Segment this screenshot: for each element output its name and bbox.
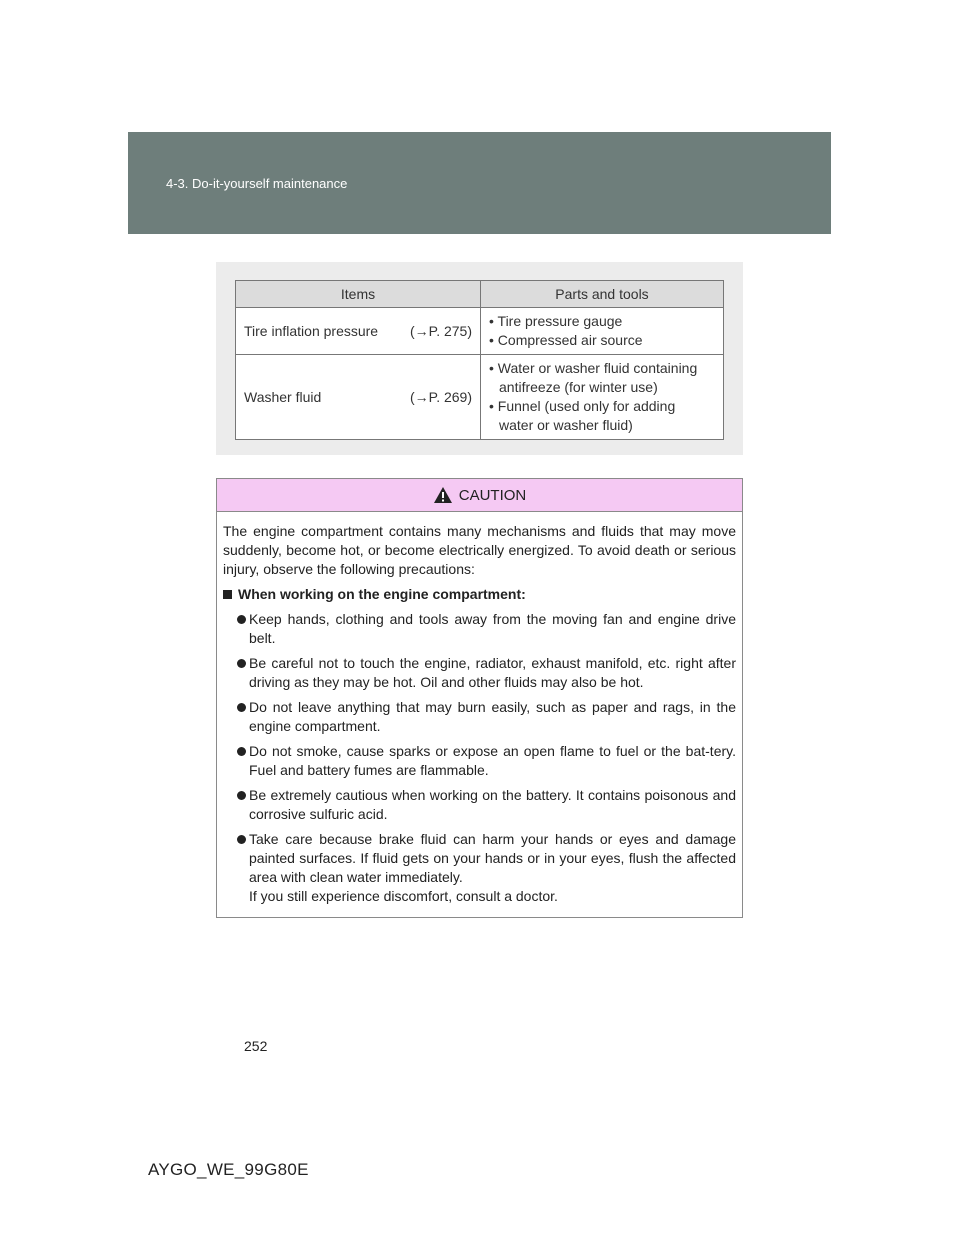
caution-title: CAUTION <box>458 486 527 504</box>
page-reference: (→P. 275) <box>410 323 472 339</box>
item-name: Washer fluid <box>244 389 322 405</box>
section-title: 4-3. Do-it-yourself maintenance <box>166 176 348 191</box>
document-code: AYGO_WE_99G80E <box>148 1160 309 1179</box>
caution-subheading <box>223 585 736 604</box>
table-header-row <box>236 281 724 308</box>
table-row <box>236 355 724 440</box>
tool-item <box>489 359 715 397</box>
column-header-tools: Parts and tools <box>481 281 724 308</box>
item-cell <box>236 308 481 355</box>
tools-cell <box>481 308 724 355</box>
caution-bullet <box>237 654 736 692</box>
item-name: Tire inflation pressure <box>244 323 379 339</box>
column-header-items: Items <box>236 281 481 308</box>
bullet-dot-icon <box>237 835 248 844</box>
caution-bullet-text: Be extremely cautious when working on the battery. It contains poisonous and corrosive sulfuric acid. <box>249 787 736 822</box>
page-reference: (→P. 269) <box>410 389 472 405</box>
caution-header <box>217 479 742 512</box>
caution-bullet <box>237 742 736 780</box>
caution-bullet <box>237 698 736 736</box>
caution-bullet-text: Do not smoke, cause sparks or expose an open flame to fuel or the bat-tery. Fuel and battery fumes are flammable. <box>249 743 736 778</box>
tool-item: • Tire pressure gauge <box>489 313 623 329</box>
caution-bullet <box>237 786 736 824</box>
item-cell <box>236 355 481 440</box>
tool-item <box>489 397 715 435</box>
caution-bullet-content <box>248 830 736 906</box>
square-bullet-icon <box>223 590 232 599</box>
bullet-dot-icon <box>237 791 248 800</box>
bullet-dot-icon <box>237 747 248 756</box>
tool-item-line: • Water or washer fluid containing <box>489 360 698 376</box>
tools-cell <box>481 355 724 440</box>
tool-item-line: • Funnel (used only for adding <box>489 398 676 414</box>
bullet-dot-icon <box>237 703 248 712</box>
caution-bullet-last-line: If you still experience discomfort, consult a doctor. <box>249 888 558 904</box>
warning-triangle-icon <box>433 486 453 504</box>
caution-box <box>216 478 743 918</box>
page-number: 252 <box>244 1038 268 1054</box>
bullet-dot-icon <box>237 659 248 668</box>
table-row <box>236 308 724 355</box>
caution-bullet <box>237 610 736 648</box>
caution-body <box>217 512 742 906</box>
caution-bullet-text: Keep hands, clothing and tools away from the moving fan and engine drive belt. <box>249 611 736 646</box>
bullet-dot-icon <box>237 615 248 624</box>
tool-item-continuation: water or washer fluid) <box>499 417 633 433</box>
caution-intro: The engine compartment contains many mechanisms and fluids that may move suddenly, become hot, or become electrically energized. To avoid death or serious injury, observe the following precautions: <box>223 523 736 577</box>
caution-bullet-text: Do not leave anything that may burn easily, such as paper and rags, in the engine compartment. <box>249 699 736 734</box>
caution-subheading-text: When working on the engine compartment: <box>238 586 526 602</box>
caution-bullet <box>237 830 736 906</box>
parts-tools-table <box>235 280 724 440</box>
caution-bullet-text: Be careful not to touch the engine, radiator, exhaust manifold, etc. right after driving as they may be hot. Oil and other fluids may also be hot. <box>249 655 736 690</box>
tool-item: • Compressed air source <box>489 332 643 348</box>
tool-item-continuation: antifreeze (for winter use) <box>499 379 658 395</box>
caution-bullet-text: Take care because brake fluid can harm your hands or eyes and damage painted surfaces. If fluid gets on your hands or in your eyes, flush the affected area with clean water immediately. <box>249 831 736 885</box>
